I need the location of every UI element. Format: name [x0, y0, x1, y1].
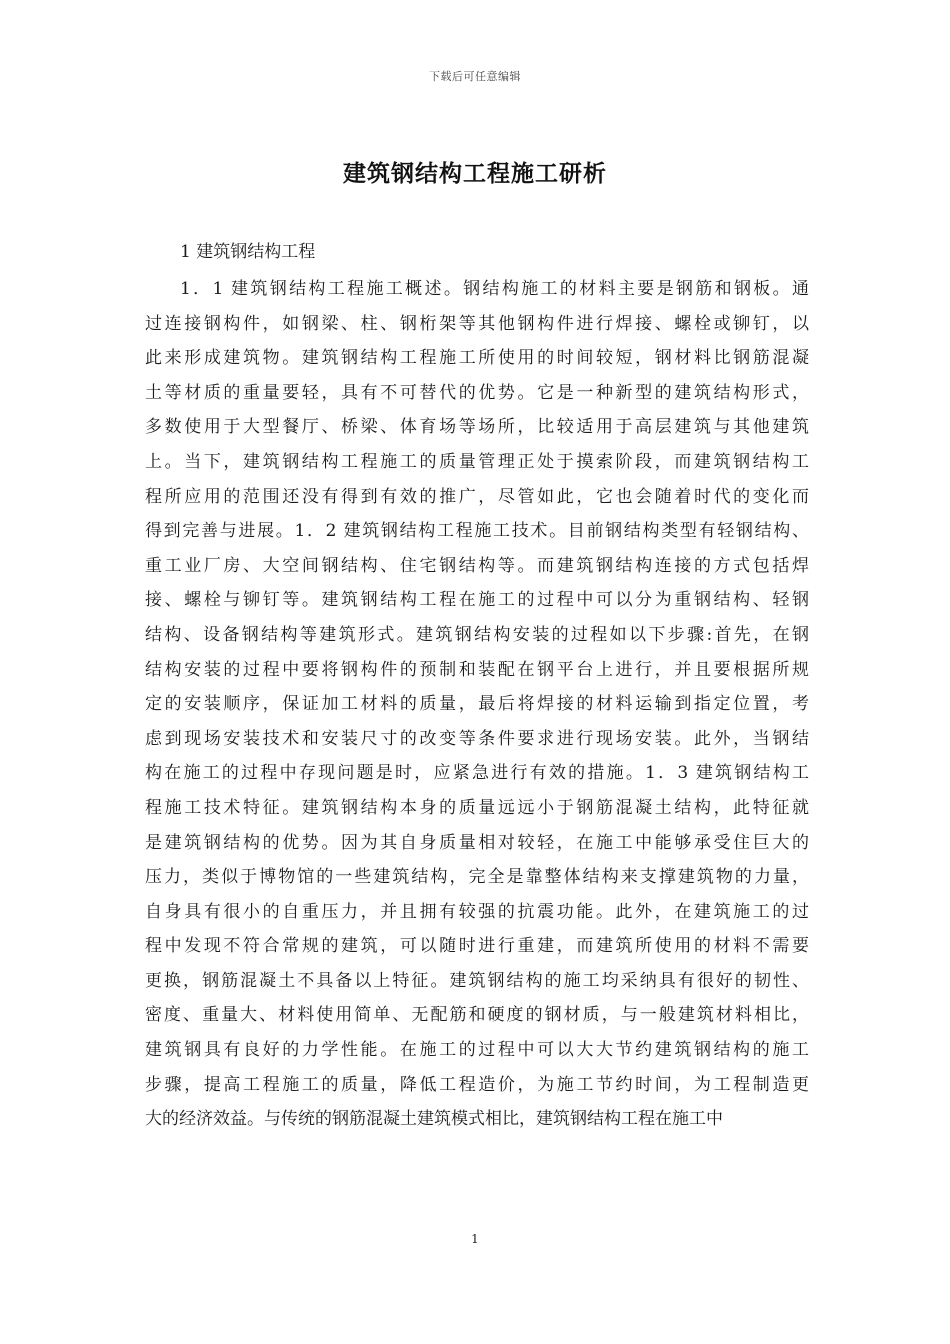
body-line: 密度、重量大、材料使用简单、无配筋和硬度的钢材质，与一般建筑材料相比，	[145, 1005, 809, 1026]
header-note: 下载后可任意编辑	[429, 70, 521, 83]
body-line: 此来形成建筑物。建筑钢结构工程施工所使用的时间较短，钢材料比钢筋混凝	[145, 348, 809, 369]
document-title: 建筑钢结构工程施工研析	[343, 160, 607, 187]
body-line: 过连接钢构件，如钢梁、柱、钢桁架等其他钢构件进行焊接、螺栓或铆钉，以	[145, 313, 809, 334]
body-line: 自身具有很小的自重压力，并且拥有较强的抗震功能。此外，在建筑施工的过	[145, 901, 809, 922]
body-line: 结构安装的过程中要将钢构件的预制和装配在钢平台上进行，并且要根据所规	[145, 659, 809, 680]
body-line: 结构、设备钢结构等建筑形式。建筑钢结构安装的过程如以下步骤:首先，在钢	[145, 624, 809, 645]
body-line: 压力，类似于博物馆的一些建筑结构，完全是靠整体结构来支撑建筑物的力量，	[145, 867, 809, 888]
body-line: 接、螺栓与铆钉等。建筑钢结构工程在施工的过程中可以分为重钢结构、轻钢	[145, 590, 809, 611]
body-line: 土等材质的重量要轻，具有不可替代的优势。它是一种新型的建筑结构形式，	[145, 382, 809, 403]
body-line: 程中发现不符合常规的建筑，可以随时进行重建，而建筑所使用的材料不需要	[145, 936, 809, 957]
body-paragraph	[145, 272, 809, 1137]
body-line: 多数使用于大型餐厅、桥梁、体育场等场所，比较适用于高层建筑与其他建筑	[145, 417, 809, 438]
body-line: 建筑钢具有良好的力学性能。在施工的过程中可以大大节约建筑钢结构的施工	[145, 1040, 809, 1061]
body-line: 更换，钢筋混凝土不具备以上特征。建筑钢结构的施工均采纳具有很好的韧性、	[145, 970, 809, 991]
body-line: 上。当下，建筑钢结构工程施工的质量管理正处于摸索阶段，而建筑钢结构工	[145, 451, 809, 472]
body-line: 虑到现场安装技术和安装尺寸的改变等条件要求进行现场安装。此外，当钢结	[145, 728, 809, 749]
body-line: 大的经济效益。与传统的钢筋混凝土建筑模式相比，建筑钢结构工程在施工中	[145, 1109, 723, 1130]
body-line: 定的安装顺序，保证加工材料的质量，最后将焊接的材料运输到指定位置，考	[145, 694, 809, 715]
section-heading: 1 建筑钢结构工程	[180, 242, 316, 262]
body-line: 程施工技术特征。建筑钢结构本身的质量远远小于钢筋混凝土结构，此特征就	[145, 797, 809, 818]
page-number: 1	[471, 1232, 479, 1246]
body-line: 步骤，提高工程施工的质量，降低工程造价，为施工节约时间，为工程制造更	[145, 1074, 809, 1095]
body-line: 1．1 建筑钢结构工程施工概述。钢结构施工的材料主要是钢筋和钢板。通	[180, 279, 809, 299]
body-line: 构在施工的过程中存现问题是时，应紧急进行有效的措施。1．3 建筑钢结构工	[145, 763, 809, 784]
body-line: 得到完善与进展。1．2 建筑钢结构工程施工技术。目前钢结构类型有轻钢结构、	[145, 521, 809, 542]
body-line: 重工业厂房、大空间钢结构、住宅钢结构等。而建筑钢结构连接的方式包括焊	[145, 555, 809, 576]
body-line: 是建筑钢结构的优势。因为其自身质量相对较轻，在施工中能够承受住巨大的	[145, 832, 809, 853]
body-line: 程所应用的范围还没有得到有效的推广，尽管如此，它也会随着时代的变化而	[145, 486, 809, 507]
